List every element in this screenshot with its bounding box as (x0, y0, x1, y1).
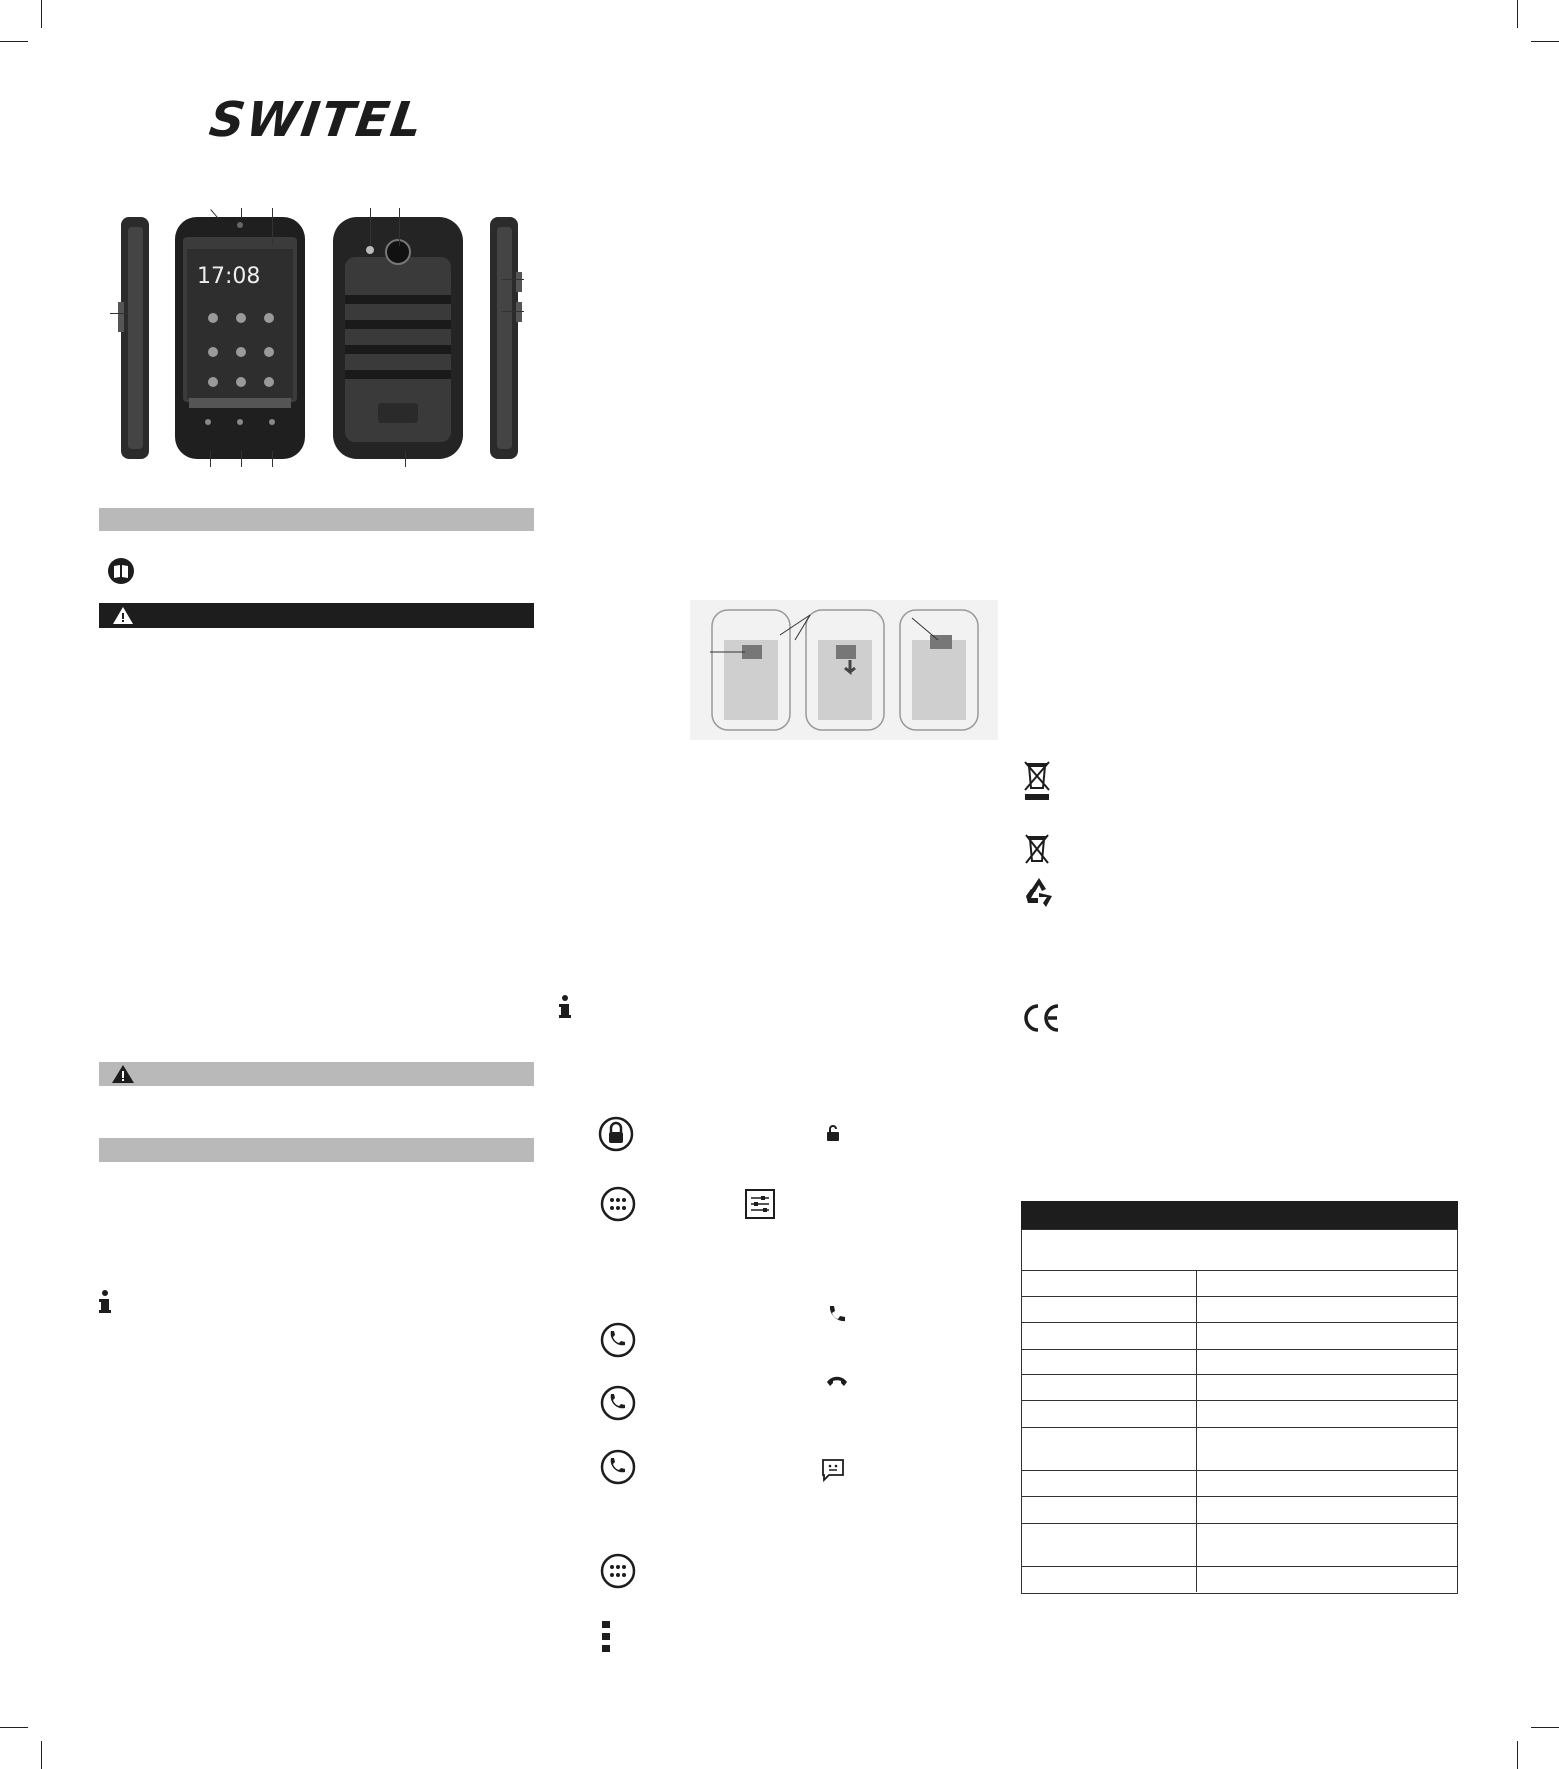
table-row-divider (1021, 1349, 1458, 1350)
table-row-divider (1021, 1374, 1458, 1375)
callout-line (241, 451, 242, 467)
hang-up-icon (826, 1374, 848, 1388)
crop-mark (0, 41, 28, 42)
crop-mark (1517, 0, 1518, 28)
crossed-bin-icon (1023, 833, 1051, 865)
table-column-divider (1196, 1270, 1197, 1592)
crop-mark (41, 1741, 42, 1769)
unlock-padlock-icon (826, 1124, 840, 1142)
table-row-divider (1021, 1322, 1458, 1323)
phone-handset-icon (826, 1304, 846, 1324)
phone-front-illustration (175, 217, 305, 459)
table-row-divider (1021, 1523, 1458, 1524)
table-row-divider (1021, 1270, 1458, 1271)
phone-side-right-illustration (487, 217, 522, 459)
callout-line (405, 451, 406, 467)
table-row-divider (1021, 1427, 1458, 1428)
crossed-bin-bar-icon (1022, 760, 1052, 802)
manual-book-icon (107, 557, 135, 585)
recycle-icon (1022, 876, 1056, 908)
settings-sliders-icon (745, 1189, 775, 1219)
callout-line (272, 208, 273, 246)
crop-mark (1517, 1741, 1518, 1769)
phone-screen-clock: 17:08 (197, 264, 261, 289)
phone-circle-icon (600, 1449, 636, 1485)
lock-circle-icon (598, 1116, 634, 1152)
callout-line (502, 279, 524, 280)
apps-grid-icon (600, 1186, 636, 1222)
phone-circle-icon (600, 1385, 636, 1421)
crop-mark (1531, 41, 1559, 42)
section-header-bar (99, 508, 534, 531)
spec-table (1021, 1229, 1458, 1594)
table-row-divider (1021, 1400, 1458, 1401)
crop-mark (41, 0, 42, 28)
phone-back-illustration (333, 217, 463, 459)
info-icon (98, 1290, 112, 1314)
caution-header-bar (99, 1062, 534, 1086)
warning-header-bar (99, 603, 534, 628)
spec-table-header (1021, 1201, 1458, 1229)
crop-mark (0, 1727, 28, 1728)
warning-triangle-icon (111, 1064, 135, 1084)
table-row-divider (1021, 1496, 1458, 1497)
callout-line (370, 208, 371, 246)
callout-line (399, 208, 400, 246)
table-row-divider (1021, 1296, 1458, 1297)
table-row-divider (1021, 1470, 1458, 1471)
message-bubble-icon (821, 1458, 845, 1482)
callout-line (241, 208, 242, 218)
section-header-bar (99, 1138, 534, 1162)
warning-triangle-icon (112, 606, 134, 625)
callout-line (502, 311, 524, 312)
table-row-divider (1021, 1566, 1458, 1567)
callout-line (210, 451, 211, 467)
ce-mark-icon (1021, 1003, 1061, 1033)
info-icon (558, 995, 572, 1019)
sim-card-insertion-illustration (690, 600, 998, 740)
phone-side-left-illustration (118, 217, 153, 459)
callout-line (110, 313, 128, 314)
apps-grid-icon (600, 1553, 636, 1589)
phone-circle-icon (600, 1322, 636, 1358)
callout-line (272, 451, 273, 467)
overflow-menu-icon (600, 1621, 612, 1653)
brand-logo: SWITEL (206, 92, 428, 148)
crop-mark (1531, 1727, 1559, 1728)
